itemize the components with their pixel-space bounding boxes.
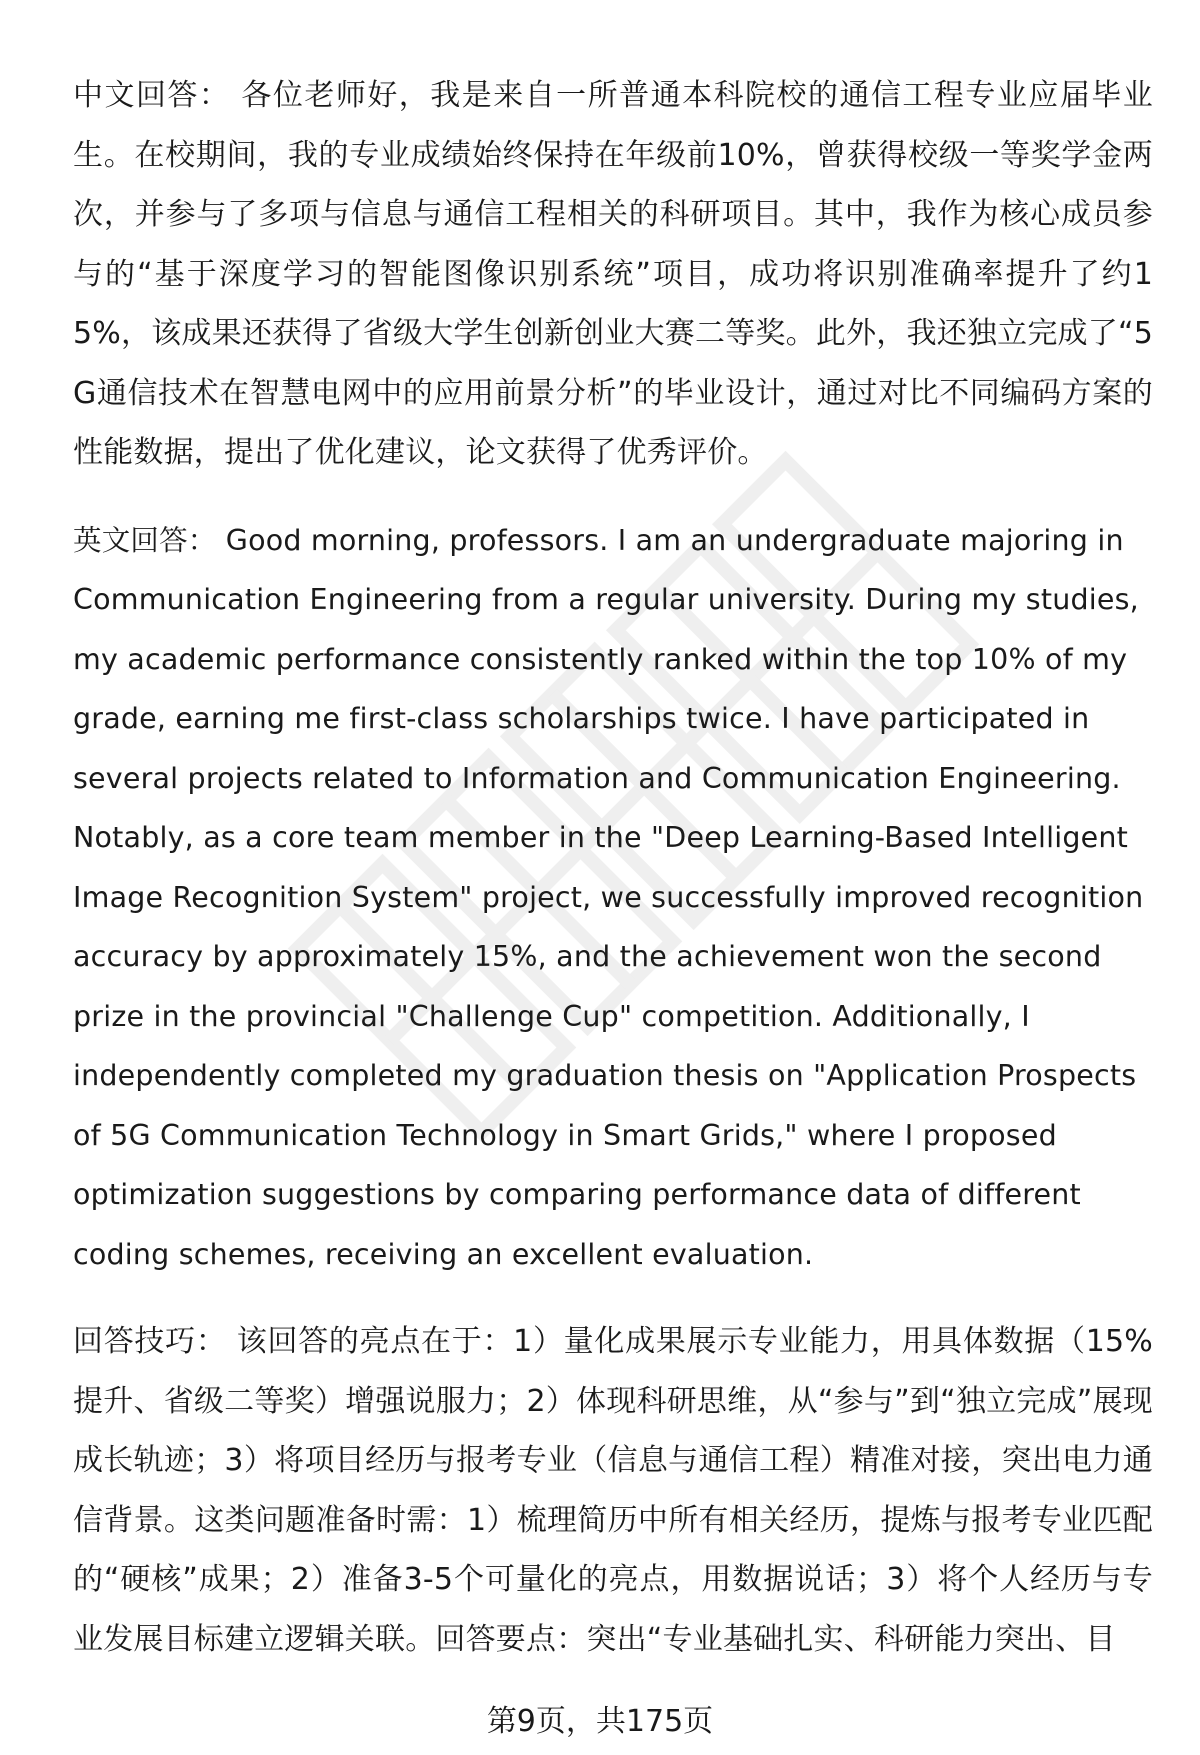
chinese-answer-paragraph xyxy=(73,66,1153,483)
english-answer-label: 英文回答： xyxy=(73,523,217,557)
chinese-answer-text: 各位老师好，我是来自一所普通本科院校的通信工程专业应届毕业生。在校期间，我的专业成绩始终保持在年级前10%，曾获得校级一等奖学金两次，并参与了多项与信息与通信工程相关的科研项目。其中，我作为核心成员参与的“基于深度学习的智能图像识别系统”项目，成功将识别准确率提升了约15%，该成果还获得了省级大学生创新创业大赛二等奖。此外，我还独立完成了“5G通信技术在智慧电网中的应用前景分析”的毕业设计，通过对比不同编码方案的性能数据，提出了优化建议，论文获得了优秀评价。 xyxy=(73,78,1153,470)
english-answer-paragraph xyxy=(73,511,1153,1285)
page-number-footer: 第9页，共175页 xyxy=(486,1704,714,1739)
answer-tips-label: 回答技巧： xyxy=(73,1324,227,1359)
answer-tips-text: 该回答的亮点在于：1）量化成果展示专业能力，用具体数据（15%提升、省级二等奖）增强说服力；2）体现科研思维，从“参与”到“独立完成”展现成长轨迹；3）将项目经历与报考专业（信息与通信工程）精准对接，突出电力通信背景。这类问题准备时需：1）梳理简历中所有相关经历，提炼与报考专业匹配的“硬核”成果；2）准备3-5个可量化的亮点，用数据说话；3）将个人经历与专业发展目标建立逻辑关联。回答要点：突出“专业基础扎实、科研能力突出、目 xyxy=(73,1324,1153,1657)
english-answer-text: Good morning, professors. I am an undergraduate majoring in Communication Engineering from a regular university. During my studies, my academic performance consistently ranked within the top 10% of my grade, earning me first-class scholarships twice. I have participated in several projects related to Information and Communication Engineering. Notably, as a core team member in the "Deep Learning-Based Intelligent Image Recognition System" project, we successfully improved recognition accuracy by approximately 15%, and the achievement won the second prize in the provincial "Challenge Cup" competition. Additionally, I independently completed my graduation thesis on "Application Prospects of 5G Communication Technology in Smart Grids," where I proposed optimization suggestions by comparing performance data of different coding schemes, receiving an excellent evaluation. xyxy=(73,523,1144,1271)
chinese-answer-label: 中文回答： xyxy=(73,78,231,113)
answer-tips-paragraph xyxy=(73,1312,1153,1669)
document-body xyxy=(73,66,1153,1669)
